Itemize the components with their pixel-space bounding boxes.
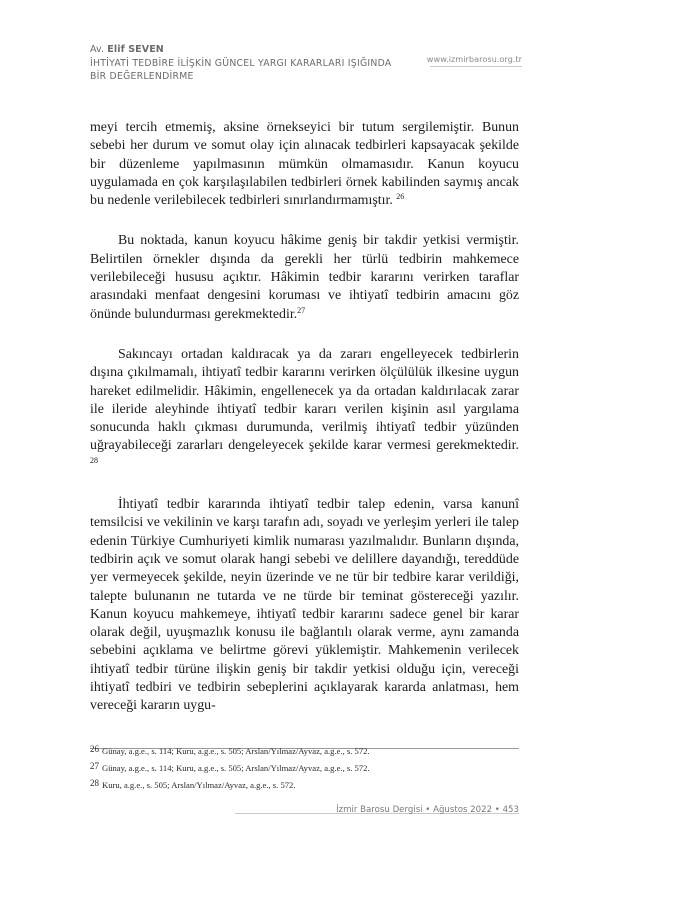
paragraph-2-text: Bu noktada, kanun koyucu hâkime geniş bir takdir yetkisi vermiştir. Belirtilen örnekler dışında da gerekli her türlü tedbirin mahkemece verilebileceği hususu açıktır. Hâkimin tedbir kararını verirken taraflar arasındaki menfaat dengesini koruması ve ihtiyatî tedbirin amacını göz önünde bulundurması gerekmektedir. [90,233,519,322]
bar-website-link[interactable]: www.izmirbarosu.org.tr [426,54,522,64]
paragraph-3-text: Sakıncayı ortadan kaldıracak ya da zararı engelleyecek tedbirlerin dışına çıkılmamalı, ihtiyatî tedbir kararını verirken ölçülülük ilkesine uygun hareket edilmelidir. Hâkimin, engellenecek ya da ortadan kaldırılacak zarar ile ileride aleyhinde ihtiyatî tedbir kararı verilen kişinin asıl yargılama sonucunda haklı çıkması durumunda, verilmiş ihtiyatî tedbir yüzünden uğrayabileceği zararları dengeleyecek şekilde karar vermesi gerekmektedir. [90,346,519,454]
header-divider [430,66,522,67]
footnote-text: Günay, a.g.e., s. 114; Kuru, a.g.e., s. 505; Arslan/Yılmaz/Ayvaz, a.g.e., s. 572. [102,746,370,756]
paragraph-4 [90,496,519,716]
running-title-line-1: İHTİYATİ TEDBİRE İLİŞKİN GÜNCEL YARGI KARARLARI IŞIĞINDA [90,58,392,69]
footnote-text: Kuru, a.g.e., s. 505; Arslan/Yılmaz/Ayvaz, a.g.e., s. 572. [102,780,296,790]
footnote-ref-26[interactable]: 26 [396,192,405,202]
footnote-28 [90,777,519,794]
paragraph-4-text: İhtiyatî tedbir kararında ihtiyatî tedbir talep edenin, varsa kanunî temsilcisi ve vekilinin ve karşı tarafın adı, soyadı ve yerleşim yerleri ile talep edenin Türkiye Cumhuriyeti kimlik numarası yazılmalıdır. Bunların dışında, tedbirin açık ve somut olarak hangi sebebi ve delillere dayandığı, tereddüde yer vermeyecek şekilde, neyin üzerinde ve ne tür bir tedbire karar verildiği, talepte bulunanın ne tutarda ve ne türde bir teminat göstereceği yazılır. Kanun koyucu mahkemeye, ihtiyatî tedbir kararını sadece genel bir karar olarak değil, uyuşmazlık konusu ile bağlantılı olarak verme, aynı zamanda sebebini açıklama ve belirtme görevi yüklemiştir. Mahkemenin verilecek ihtiyatî tedbir türüne ilişkin geniş bir takdir yetkisi olduğu için, vereceği ihtiyatî tedbiri ve tedbirin sebeplerini açıklayarak kararda anlatması, hem vereceği kararın uygu- [90,497,519,714]
paragraph-1 [90,119,519,210]
footnote-ref-28[interactable]: 28 [90,455,98,465]
page-header [90,44,522,83]
author-prefix: Av. [90,44,105,55]
author-name: Elif SEVEN [107,44,164,55]
footnote-ref-27[interactable]: 27 [297,305,306,315]
running-title-line-2: BİR DEĞERLENDİRME [90,71,194,82]
article-body [90,119,519,738]
footnote-number: 27 [90,761,99,771]
footnote-number: 26 [90,744,99,754]
page-footer: İzmir Barosu Dergisi • Ağustos 2022 • 453 [336,805,519,815]
footnotes [90,743,519,794]
footnote-27 [90,760,519,777]
paragraph-2 [90,232,519,323]
footnote-text: Günay, a.g.e., s. 114; Kuru, a.g.e., s. 505; Arslan/Yılmaz/Ayvaz, a.g.e., s. 572. [102,763,370,773]
paragraph-1-text: meyi tercih etmemiş, aksine örnekseyici bir tutum sergilemiştir. Bunun sebebi her durum ve somut olay için alınacak tedbirleri kapsayacak şekilde bir düzenleme yapılmasının mümkün olmamasıdır. Kanun koyucu uygulamada en çok karşılaşılabilen tedbirleri örnek kabilinden saymış ancak bu nedenle verilebilecek tedbirleri sınırlandırmamıştır. [90,120,519,209]
footnote-26 [90,743,519,760]
paragraph-3 [90,346,519,474]
footnote-number: 28 [90,778,99,788]
